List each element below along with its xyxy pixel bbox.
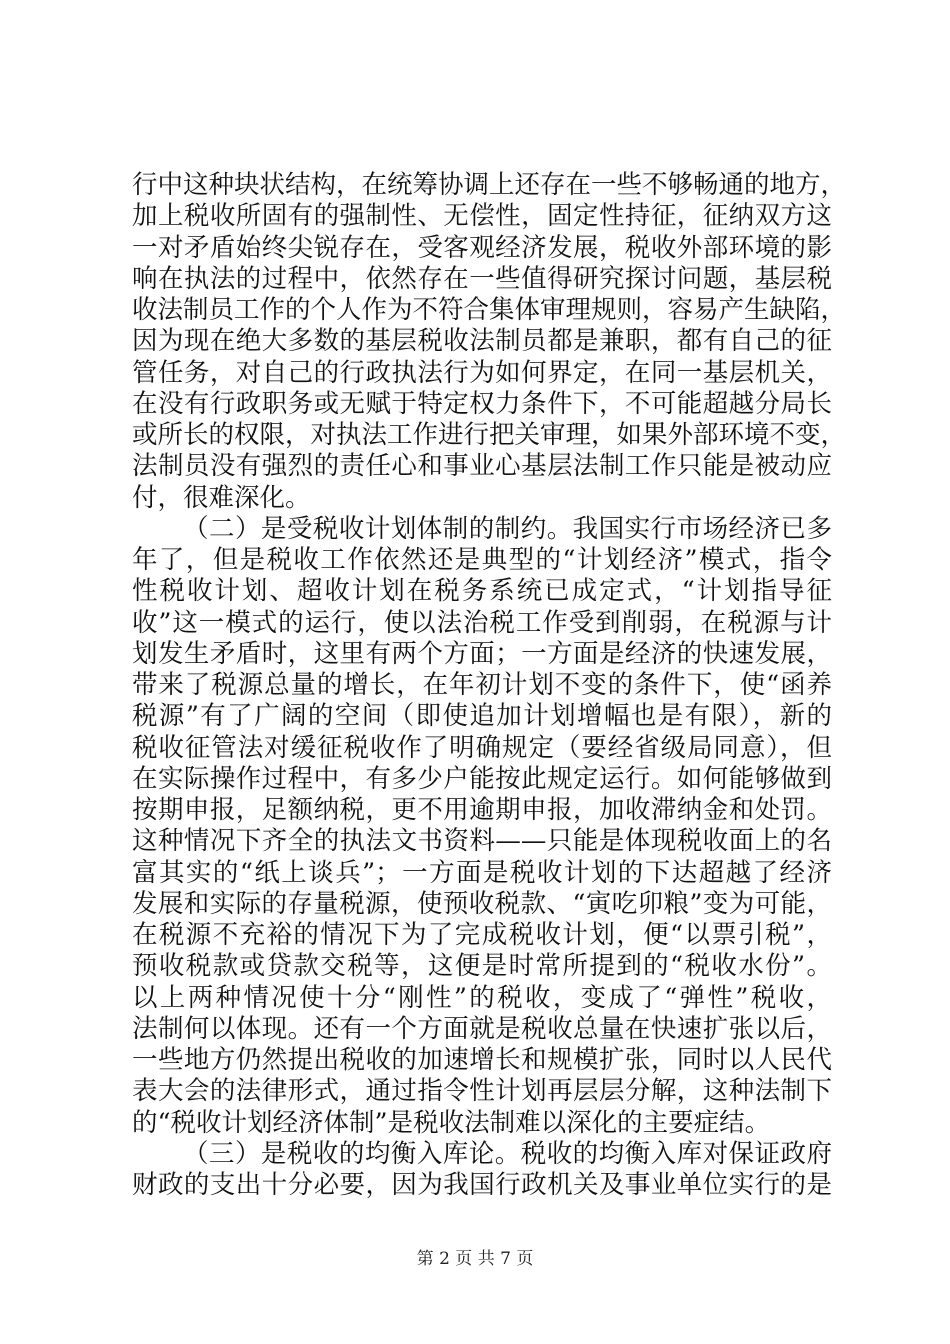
text-line: 发展和实际的存量税源，使预收税款、“寅吃卯粮”变为可能， bbox=[132, 888, 832, 919]
text-line: 带来了税源总量的增长，在年初计划不变的条件下，使“函养 bbox=[132, 670, 832, 700]
text-line: 一些地方仍然提出税收的加速增长和规模扩张，同时以人民代 bbox=[132, 1045, 832, 1075]
page-number-label: 第 2 页 共 7 页 bbox=[416, 1249, 534, 1269]
text-line: 财政的支出十分必要，因为我国行政机关及事业单位实行的是 bbox=[132, 1170, 832, 1200]
text-line: 收”这一模式的运行，使以法治税工作受到削弱，在税源与计 bbox=[132, 607, 832, 638]
text-line: 一对矛盾始终尖锐存在，受客观经济发展，税收外部环境的影 bbox=[132, 232, 832, 263]
text-line: 税源”有了广阔的空间（即使追加计划增幅也是有限），新的 bbox=[132, 701, 832, 732]
text-line: 年了，但是税收工作依然还是典型的“计划经济”模式，指令 bbox=[132, 545, 832, 575]
text-line: 收法制员工作的个人作为不符合集体审理规则，容易产生缺陷， bbox=[132, 295, 847, 325]
text-line: 付，很难深化。 bbox=[132, 482, 311, 513]
text-line: 表大会的法律形式，通过指令性计划再层层分解，这种法制下 bbox=[132, 1076, 832, 1107]
text-line: 划发生矛盾时，这里有两个方面；一方面是经济的快速发展， bbox=[132, 638, 832, 669]
page-footer bbox=[0, 1244, 950, 1269]
text-line: （二）是受税收计划体制的制约。我国实行市场经济已多 bbox=[183, 513, 832, 544]
text-line: 法制何以体现。还有一个方面就是税收总量在快速扩张以后， bbox=[132, 1013, 832, 1044]
text-line: （三）是税收的均衡入库论。税收的均衡入库对保证政府 bbox=[183, 1138, 832, 1169]
text-line: 在没有行政职务或无赋于特定权力条件下，不可能超越分局长 bbox=[132, 388, 832, 419]
text-line: 税收征管法对缓征税收作了明确规定（要经省级局同意），但 bbox=[132, 732, 832, 763]
text-line: 富其实的“纸上谈兵”；一方面是税收计划的下达超越了经济 bbox=[132, 857, 832, 888]
text-line: 在税源不充裕的情况下为了完成税收计划，便“以票引税”， bbox=[132, 920, 832, 950]
text-line: 行中这种块状结构，在统筹协调上还存在一些不够畅通的地方， bbox=[132, 170, 847, 200]
text-line: 或所长的权限，对执法工作进行把关审理，如果外部环境不变， bbox=[132, 420, 847, 450]
text-line: 响在执法的过程中，依然存在一些值得研究探讨问题，基层税 bbox=[132, 263, 832, 294]
body-text bbox=[132, 170, 847, 1201]
text-line: 加上税收所固有的强制性、无偿性，固定性持征，征纳双方这 bbox=[132, 201, 832, 232]
text-line: 管任务，对自己的行政执法行为如何界定，在同一基层机关， bbox=[132, 357, 832, 388]
text-line: 法制员没有强烈的责任心和事业心基层法制工作只能是被动应 bbox=[132, 451, 832, 482]
text-line: 的“税收计划经济体制”是税收法制难以深化的主要症结。 bbox=[132, 1107, 771, 1138]
text-line: 以上两种情况使十分“刚性”的税收，变成了“弹性”税收， bbox=[132, 982, 832, 1013]
text-line: 性税收计划、超收计划在税务系统已成定式，“计划指导征 bbox=[132, 576, 832, 607]
text-line: 在实际操作过程中，有多少户能按此规定运行。如何能够做到 bbox=[132, 763, 832, 794]
text-line: 预收税款或贷款交税等，这便是时常所提到的“税收水份”。 bbox=[132, 951, 832, 982]
text-line: 因为现在绝大多数的基层税收法制员都是兼职，都有自己的征 bbox=[132, 326, 832, 357]
text-line: 按期申报，足额纳税，更不用逾期申报，加收滞纳金和处罚。 bbox=[132, 795, 832, 825]
text-line: 这种情况下齐全的执法文书资料——只能是体现税收面上的名 bbox=[132, 826, 832, 857]
